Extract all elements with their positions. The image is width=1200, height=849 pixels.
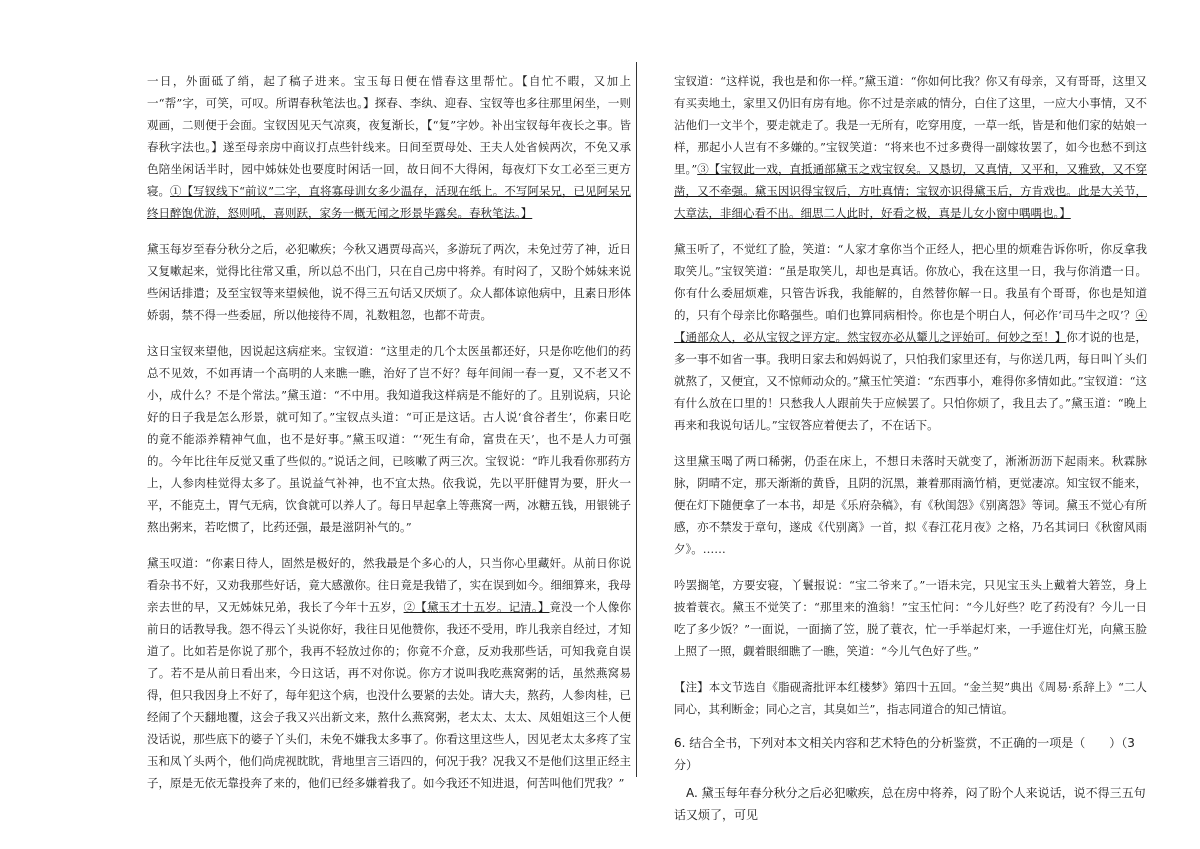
paragraph-6-text-a: 黛玉听了，不觉红了脸，笑道：“人家才拿你当个正经人，把心里的烦难告诉你听，你反拿我取笑儿。”宝钗笑道：“虽是取笑儿，却也是真话。你放心，我在这里一日，我与你消遣一日。你有什么委屈烦难，只管告诉我，我能解的，自然替你解一日。我虽有个哥哥，你也是知道的，只有个母亲比你略强些。咱们也算同病相怜。你也是个明白人，何必作‘司马牛之叹’？: [674, 242, 1147, 322]
paragraph-4: [147, 552, 631, 794]
paragraph-8: 吟罢搁笔，方要安寝，丫鬟报说：“宝二爷来了。”一语未完，只见宝玉头上戴着大箬笠，身上披着蓑衣。黛玉不觉笑了：“那里来的渔翁！”宝玉忙问：“今儿好些？吃了药没有？今儿一日吃了多少饭？”一面说，一面摘了笠，脱了蓑衣，忙一手举起灯来，一手遮住灯光，向黛玉脸上照了一照，觑着眼细瞧了一瞧，笑道：“今儿气色好了些。”: [674, 578, 1147, 658]
paragraph-6-text-b: 你才说的也是，多一事不如省一事。我明日家去和妈妈说了，只怕我们家里还有，与你送几两，每日叫丫头们就熬了，又便宜，又不惊师动众的。”黛玉忙笑道：“东西事小，难得你多情如此。”宝钗道：“这有什么放在口里的！只愁我人人跟前失于应候罢了。只怕你烦了，我且去了。”黛玉道：“晚上再来和我说句话儿。”宝钗答应着便去了，不在话下。: [674, 330, 1148, 432]
paragraph-1: [147, 70, 631, 224]
right-column: [674, 70, 1147, 826]
annotation-4: ④【通部众人，必从宝钗之评方定。然宝钗亦必从颦儿之评始可。何妙之至！】: [674, 308, 1147, 344]
paragraph-2: 黛玉每岁至春分秋分之后，必犯嗽疾；今秋又遇贾母高兴，多游玩了两次，未免过劳了神，近日又复嗽起来，觉得比往常又重，所以总不出门，只在自己房中将养。有时闷了，又盼个姊妹来说些闲话排遣；及至宝钗等来望候他，说不得三五句话又厌烦了。众人都体谅他病中，且素日形体娇弱，禁不得一些委屈，所以他接待不周，礼数粗忽，也都不苛责。: [147, 242, 631, 322]
source-note: 【注】本文节选自《脂砚斋批评本红楼梦》第四十五回。“金兰契”典出《周易·系辞上》“二人同心，其利断金；同心之言，其臭如兰”，指志同道合的知己情谊。: [674, 680, 1147, 716]
paragraph-4-text-a: 黛玉叹道：“你素日待人，固然是极好的，然我最是个多心的人，只当你心里藏奸。从前日你说看杂书不好，又劝我那些好话，竟大感激你。往日竟是我错了，实在误到如今。细细算来，我母亲去世的早，又无姊妹兄弟，我长了今年十五岁，: [147, 556, 631, 614]
paragraph-6: [674, 238, 1147, 436]
paragraph-1-text: 一日，外面砥了绡，起了稿子进来。宝玉每日便在惜春这里帮忙。【自忙不暇，又加上一“帮”字，可笑，可叹。所谓春秋笔法也。】探春、李纨、迎春、宝钗等也多往那里闲坐，一则观画，二则便于会面。宝钗因见天气凉爽，夜复渐长，【“复”字妙。补出宝钗每年夜长之事。皆春秋字法也。】遂至母亲房中商议打点些针线来。日间至贾母处、王夫人处省候两次，不免又承色陪坐闲话半时，园中姊妹处也要度时闲话一回，故日间不大得闲，每夜灯下女工必至三更方寝。: [147, 74, 631, 198]
annotation-3: ③【宝钗此一戏，直抵通部黛玉之戏宝钗矣。又恳切，又真情，又平和，又雅致，又不穿凿，又不牵强。黛玉因识得宝钗后，方吐真情；宝钗亦识得黛玉后，方肯戏也。此是大关节，大章法，非细心看不出。细思二人此时，好看之极，真是儿女小窗中喁喁也。】: [674, 162, 1147, 220]
option-a: A. 黛玉每年春分秋分之后必犯嗽疾，总在房中将养，闷了盼个人来说话，说不得三五句话又烦了，可见: [674, 786, 1146, 822]
annotation-2: ②【黛玉才十五岁。记清。】: [403, 600, 550, 614]
question-6: 6. 结合全书，下列对本文相关内容和艺术特色的分析鉴赏，不正确的一项是（ ）（3分）: [674, 736, 1135, 772]
paragraph-5-text: 宝钗道：“这样说，我也是和你一样。”黛玉道：“你如何比我？你又有母亲，又有哥哥，这里又有买卖地土，家里又仍旧有房有地。你不过是亲戚的情分，白住了这里，一应大小事情，又不沾他们一文半个，要走就走了。我是一无所有，吃穿用度，一草一纸，皆是和他们家的姑娘一样，那起小人岂有不多嫌的。”宝钗笑道：“将来也不过多费得一副嫁妆罢了，如今也愁不到这里。”: [674, 74, 1147, 176]
paragraph-5: [674, 70, 1147, 224]
column-divider: [636, 62, 637, 777]
paragraph-4-text-b: 竟没一个人像你前日的话教导我。怨不得云丫头说你好，我往日见他赞你，我还不受用，昨儿我亲自经过，才知道了。比如若是你说了那个，我再不轻放过你的；你竟不介意，反劝我那些话，可知我竟自误了。若不是从前日看出来，今日这话，再不对你说。你方才说叫我吃燕窝粥的话，虽然燕窝易得，但只我因身上不好了，每年犯这个病，也没什么要紧的去处。请大夫，熬药，人参肉桂，已经闹了个天翻地覆，这会子我又兴出新文来，熬什么燕窝粥，老太太、太太、凤姐姐这三个人便没话说，那些底下的婆子丫头们，未免不嫌我太多事了。你看这里这些人，因见老太太多疼了宝玉和凤丫头两个，他们尚虎视眈眈，背地里言三语四的，何况于我？况我又不是他们这里正经主子，原是无依无靠投奔了来的，他们已经多嫌着我了。如今我还不知进退，何苦叫他们咒我？”: [147, 600, 632, 790]
paragraph-3: 这日宝钗来望他，因说起这病症来。宝钗道：“这里走的几个太医虽都还好，只是你吃他们的药总不见效，不如再请一个高明的人来瞧一瞧，治好了岂不好？每年间闹一春一夏，又不老又不小，成什么？不是个常法。”黛玉道：“不中用。我知道我这样病是不能好的了。且别说病，只论好的日子我是怎么形景，就可知了。”宝钗点头道：“可正是这话。古人说‘食谷者生’，你素日吃的竟不能添养精神气血，也不是好事。”黛玉叹道：“‘死生有命，富贵在天’，也不是人力可强的。今年比往年反觉又重了些似的。”说话之间，已咳嗽了两三次。宝钗说：“昨儿我看你那药方上，人参肉桂觉得太多了。虽说益气补神，也不宜太热。依我说，先以平肝健胃为要，肝火一平，不能克土，胃气无病，饮食就可以养人了。每日早起拿上等燕窝一两，冰糖五钱，用银铫子熬出粥来，若吃惯了，比药还强，最是滋阴补气的。”: [147, 344, 631, 534]
paragraph-7: 这里黛玉喝了两口稀粥，仍歪在床上，不想日未落时天就变了，淅淅沥沥下起雨来。秋霖脉脉，阴晴不定，那天渐渐的黄昏，且阴的沉黑，兼着那雨滴竹梢，更觉凄凉。知宝钗不能来，便在灯下随便拿了一本书，却是《乐府杂稿》，有《秋闺怨》《别离怨》等词。黛玉不觉心有所感，亦不禁发于章句，遂成《代别离》一首，拟《春江花月夜》之格，乃名其词曰《秋窗风雨夕》。……: [674, 454, 1147, 556]
annotation-1: ①【写钗线下“前议”二字，直将寡母训女多少温存，活现在纸上。不写阿呆兄，已见阿呆兄终日醉饱优游，怒则吼，喜则跃，家务一概无闻之形景毕露矣。春秋笔法。】: [147, 184, 631, 220]
left-column: [147, 70, 631, 808]
